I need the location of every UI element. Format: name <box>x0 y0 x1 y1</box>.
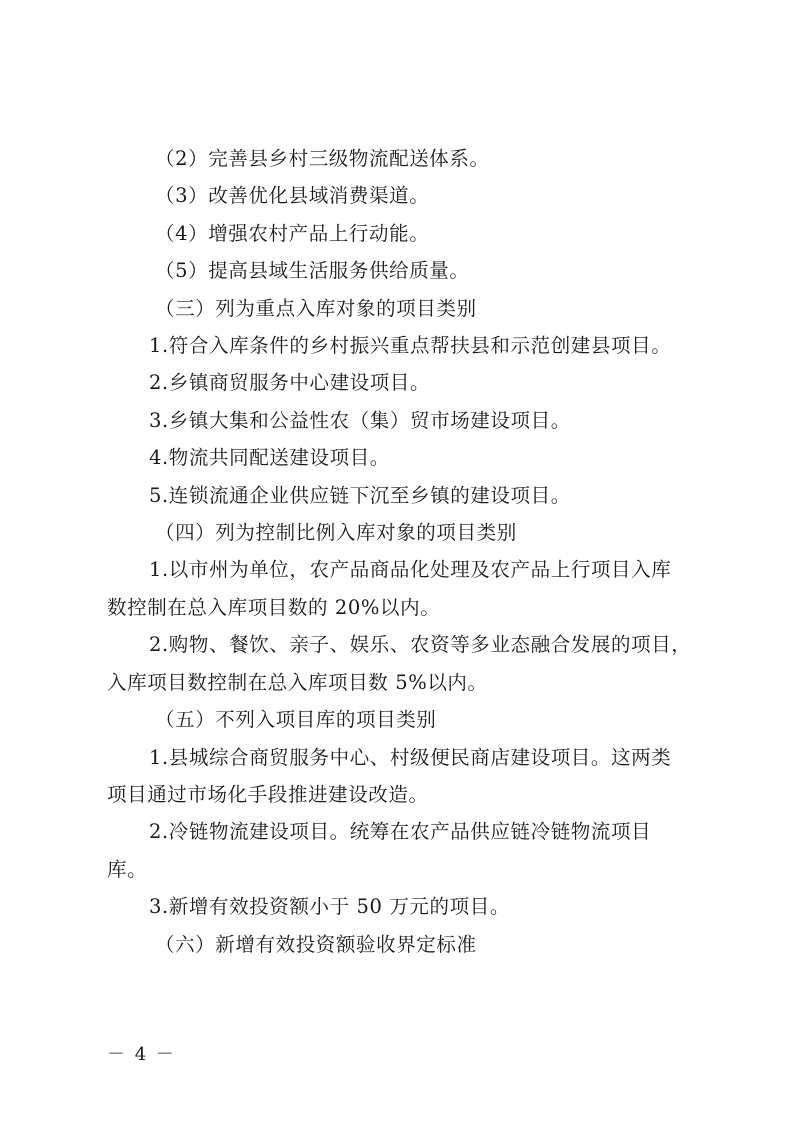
paragraph-line: 2.冷链物流建设项目。统筹在农产品供应链冷链物流项目 <box>149 820 652 844</box>
paragraph-line: 3.乡镇大集和公益性农（集）贸市场建设项目。 <box>149 408 571 432</box>
paragraph-line: 2.购物、餐饮、亲子、娱乐、农资等多业态融合发展的项目， <box>149 633 692 657</box>
paragraph-line-continuation: 数控制在总入库项目数的 20%以内。 <box>107 595 441 619</box>
section-heading-3: （三）列为重点入库对象的项目类别 <box>155 296 477 320</box>
page-number: － 4 － <box>107 1044 176 1065</box>
paragraph-line-continuation: 库。 <box>107 857 148 881</box>
paragraph-line-continuation: 项目通过市场化手段推进建设改造。 <box>107 782 429 806</box>
paragraph-line: 2.乡镇商贸服务中心建设项目。 <box>149 371 431 395</box>
list-item-4: （4）增强农村产品上行动能。 <box>155 221 430 245</box>
paragraph-line: 4.物流共同配送建设项目。 <box>149 446 390 470</box>
list-item-3: （3）改善优化县域消费渠道。 <box>155 184 430 208</box>
section-heading-6: （六）新增有效投资额验收界定标准 <box>155 932 477 956</box>
paragraph-line-continuation: 入库项目数控制在总入库项目数 5%以内。 <box>107 670 488 694</box>
list-item-5: （5）提高县域生活服务供给质量。 <box>155 259 470 283</box>
paragraph-line: 1.以市州为单位，农产品商品化处理及农产品上行项目入库 <box>149 558 672 582</box>
section-heading-5: （五）不列入项目库的项目类别 <box>155 708 437 732</box>
document-body <box>107 140 697 963</box>
paragraph-line: 3.新增有效投资额小于 50 万元的项目。 <box>149 895 510 919</box>
paragraph-line: 5.连锁流通企业供应链下沉至乡镇的建设项目。 <box>149 483 571 507</box>
paragraph-line: 1.符合入库条件的乡村振兴重点帮扶县和示范创建县项目。 <box>149 334 672 358</box>
section-heading-4: （四）列为控制比例入库对象的项目类别 <box>155 521 517 545</box>
paragraph-line: 1.县城综合商贸服务中心、村级便民商店建设项目。这两类 <box>149 745 672 769</box>
list-item-2: （2）完善县乡村三级物流配送体系。 <box>155 147 490 170</box>
